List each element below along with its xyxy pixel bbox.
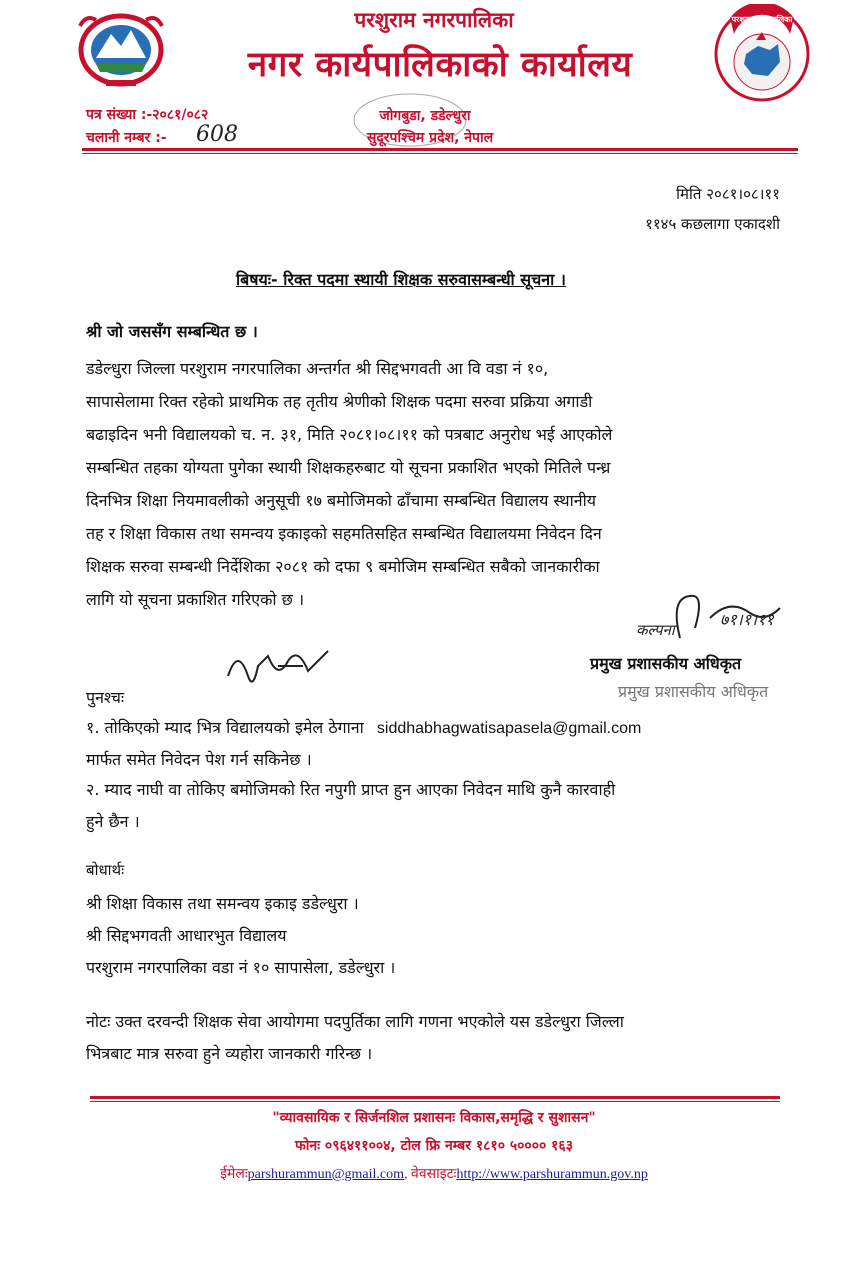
footer-email-link[interactable]: parshurammun@gmail.com — [247, 1167, 405, 1182]
date-line1: मिति २०८१।०८।११ — [676, 185, 780, 203]
footer-rule-thin — [90, 1101, 780, 1102]
note-line1: नोटः उक्त दरवन्दी शिक्षक सेवा आयोगमा पदपुर्तिका लागि गणना भएकोले यस डडेल्धुरा जिल्ला — [86, 1012, 624, 1031]
address-line2: सुदूरपश्चिम प्रदेश, नेपाल — [366, 130, 494, 146]
postscript-label: पुनश्चः — [86, 688, 125, 707]
footer-rule — [90, 1096, 780, 1099]
dispatch-number-value: 608 — [196, 122, 238, 147]
signatory-title: प्रमुख प्रशासकीय अधिकृत — [590, 654, 742, 673]
header-rule-thin — [82, 153, 798, 154]
signatory-name: कल्पना — [636, 621, 675, 639]
body-line: बढाइदिन भनी विद्यालयको च. न. ३१, मिति २०८१।०८।११ को पत्रबाट अनुरोध भई आएकोले — [86, 425, 613, 444]
body-line: तह र शिक्षा विकास तथा समन्वय इकाइको सहमतिसहित सम्बन्धित विद्यालयमा निवेदन दिन — [86, 524, 602, 543]
postscript-item1-text: १. तोकिएको म्याद भित्र विद्यालयको इमेल ठेगाना — [86, 718, 364, 737]
body-line: शिक्षक सरुवा सम्बन्धी निर्देशिका २०८१ को दफा ९ बमोजिम सम्बन्धित सबैको जानकारीका — [86, 557, 600, 576]
addressee: श्री जो जससँग सम्बन्धित छ । — [86, 322, 258, 341]
cc-line1: श्री शिक्षा विकास तथा समन्वय इकाइ डडेल्धुरा । — [86, 894, 359, 913]
header-rule — [82, 148, 798, 151]
footer-motto: "व्यावसायिक र सिर्जनशिल प्रशासनः विकास,समृद्धि र सुशासन" — [272, 1110, 596, 1126]
office-stamp — [350, 90, 470, 150]
date-line2: ११४५ कछलागा एकादशी — [645, 215, 780, 233]
postscript-item2: २. म्याद नाघी वा तोकिए बमोजिमको रित नपुगी प्राप्त हुन आएका निवेदन माथि कुनै कारवाही — [86, 780, 616, 799]
cc-label: बोधार्थः — [86, 861, 125, 879]
signatory-date: ७१।१।११ — [720, 610, 774, 629]
letter-number: पत्र संख्या :-२०८१/०८२ — [86, 107, 209, 123]
body-line: लागि यो सूचना प्रकाशित गरिएको छ । — [86, 590, 305, 609]
body-line: डडेल्धुरा जिल्ला परशुराम नगरपालिका अन्तर्गत श्री सिद्दभगवती आ वि वडा नं १०, — [86, 359, 549, 378]
website-label: वेवसाइटः — [411, 1167, 457, 1182]
footer-contact — [0, 1164, 868, 1183]
cc-line2: श्री सिद्दभगवती आधारभुत विद्यालय — [86, 926, 287, 945]
office-title: नगर कार्यपालिकाको कार्यालय — [247, 45, 633, 85]
body-line: दिनभित्र शिक्षा नियमावलीको अनुसूची १७ बमोजिमको ढाँचामा सम्बन्धित विद्यालय स्थानीय — [86, 491, 597, 510]
address-line1: जोगबुडा, डडेल्धुरा — [379, 108, 471, 124]
postscript-item1 — [86, 716, 786, 738]
note-line2: भित्रबाट मात्र सरुवा हुने व्यहोरा जानकारी गरिन्छ । — [86, 1044, 373, 1063]
postscript-item2-line2: हुने छैन । — [86, 812, 140, 831]
footer-phone: फोनः ०९६४११००४, टोल फ्रि नम्बर १८१० ५०००० १६३ — [295, 1138, 573, 1154]
body-line: सम्बन्धित तहका योग्यता पुगेका स्थायी शिक्षकहरुबाट यो सूचना प्रकाशित भएको मितिले पन्ध्र — [86, 458, 611, 477]
postscript-item1-line2: मार्फत समेत निवेदन पेश गर्न सकिनेछ । — [86, 750, 312, 769]
footer-website-link[interactable]: http://www.parshurammun.gov.np — [456, 1167, 648, 1182]
right-logo-text: परशुराम नगरपालिका — [731, 15, 793, 24]
cc-line3: परशुराम नगरपालिका वडा नं १० सापासेला, डडेल्धुरा । — [86, 958, 396, 977]
signatory-stamp: प्रमुख प्रशासकीय अधिकृत — [618, 682, 769, 701]
email-label: ईमेलः — [220, 1167, 248, 1182]
school-email[interactable]: siddhabhagwatisapasela@gmail.com — [376, 720, 642, 737]
dispatch-number-label: चलानी नम्बर :- — [86, 130, 167, 146]
handwritten-signature — [218, 636, 348, 696]
body-line: सापासेलामा रिक्त रहेको प्राथमिक तह तृतीय श्रेणीको शिक्षक पदमा सरुवा प्रक्रिया अगाडी — [86, 392, 593, 411]
subject-line: बिषयः- रिक्त पदमा स्थायी शिक्षक सरुवासम्बन्धी सूचना । — [236, 270, 566, 289]
separator: , — [404, 1167, 412, 1182]
body-paragraph — [86, 352, 786, 616]
municipality-name: परशुराम नगरपालिका — [354, 8, 514, 32]
